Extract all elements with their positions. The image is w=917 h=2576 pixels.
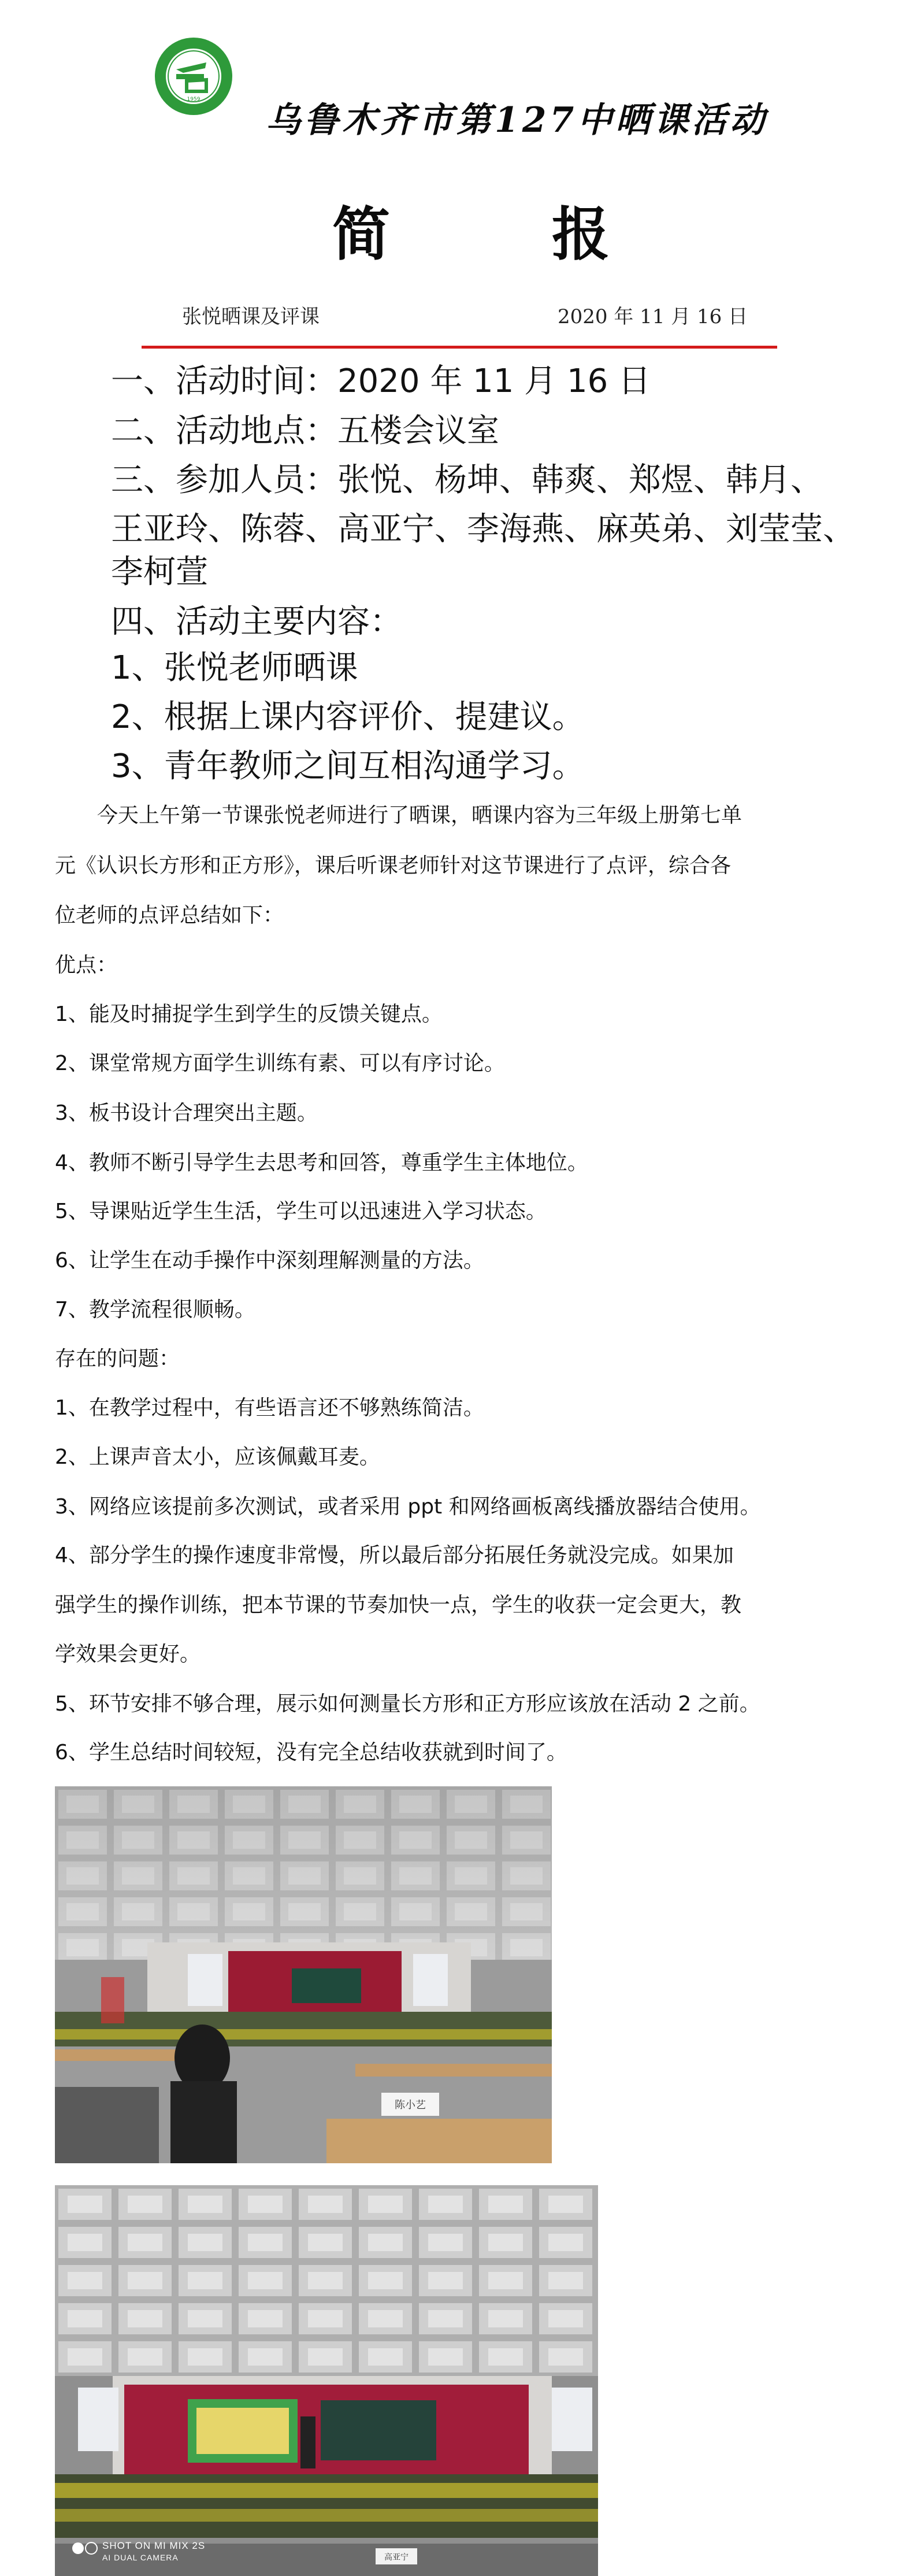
activity-time: 一、活动时间：2020 年 11 月 16 日 [111,362,651,400]
strength-item: 4、教师不断引导学生去思考和回答，尊重学生主体地位。 [55,1151,588,1175]
participants-line-1: 三、参加人员：张悦、杨坤、韩爽、郑煜、韩月、 [111,461,823,499]
content-item-1: 1、张悦老师晒课 [111,649,358,687]
strength-item: 7、教学流程很顺畅。 [55,1298,255,1322]
school-title: 乌鲁木齐市第127中晒课活动 [266,100,769,140]
participants-line-3: 李柯萱 [111,553,208,591]
problem-item-4-line-1: 4、部分学生的操作速度非常慢，所以最后部分拓展任务就没完成。如果加 [55,1544,734,1567]
participants-line-2: 王亚玲、陈蓉、高亚宁、李海燕、麻英弟、刘莹莹、 [111,510,855,548]
strengths-heading: 优点： [55,953,118,977]
summary-line-1: 今天上午第一节课张悦老师进行了晒课，晒课内容为三年级上册第七单 [97,804,742,827]
strength-item: 1、能及时捕捉学生到学生的反馈关键点。 [55,1002,443,1026]
problem-item-1: 1、在教学过程中，有些语言还不够熟练简洁。 [55,1396,484,1420]
problem-item-3: 3、网络应该提前多次测试，或者采用 ppt 和网络画板离线播放器结合使用。 [55,1495,761,1519]
problem-item-6: 6、学生总结时间较短，没有完全总结收获就到时间了。 [55,1741,567,1764]
content-item-2: 2、根据上课内容评价、提建议。 [111,698,585,736]
activity-place: 二、活动地点：五楼会议室 [111,412,499,450]
school-logo [153,36,234,117]
problems-heading: 存在的问题： [55,1347,180,1371]
classroom-photo-2 [55,2185,598,2576]
bulletin-char-2: 报 [552,200,610,268]
strength-item: 3、板书设计合理突出主题。 [55,1101,318,1125]
summary-line-3: 位老师的点评总结如下： [55,904,284,927]
strength-item: 2、课堂常规方面学生训练有素、可以有序讨论。 [55,1052,505,1075]
bulletin-date: 2020 年 11 月 16 日 [558,305,748,328]
camera-watermark-line-2: AI DUAL CAMERA [102,2553,179,2562]
problem-item-4-line-3: 学效果会更好。 [55,1642,201,1666]
bulletin-title [332,188,610,271]
classroom-photo-1 [55,1786,552,2163]
problem-item-5: 5、环节安排不够合理，展示如何测量长方形和正方形应该放在活动 2 之前。 [55,1692,760,1716]
nameplate-1: 陈小艺 [395,2099,426,2111]
nameplate-2: 高亚宁 [384,2553,409,2562]
problem-item-4-line-2: 强学生的操作训练，把本节课的节奏加快一点，学生的收获一定会更大，教 [55,1593,742,1617]
problem-item-2: 2、上课声音太小，应该佩戴耳麦。 [55,1445,380,1469]
strength-item: 5、导课贴近学生生活，学生可以迅速进入学习状态。 [55,1200,547,1223]
bulletin-subject: 张悦晒课及评课 [182,305,320,328]
bulletin-char-1: 简 [332,200,390,268]
red-divider [142,346,777,349]
strength-item: 6、让学生在动手操作中深刻理解测量的方法。 [55,1249,484,1272]
camera-watermark-line-1: SHOT ON MI MIX 2S [102,2540,206,2551]
svg-text:1959: 1959 [187,97,201,102]
content-heading: 四、活动主要内容： [111,603,402,641]
summary-line-2: 元《认识长方形和正方形》，课后听课老师针对这节课进行了点评，综合各 [55,854,732,878]
content-item-3: 3、青年教师之间互相沟通学习。 [111,747,585,785]
